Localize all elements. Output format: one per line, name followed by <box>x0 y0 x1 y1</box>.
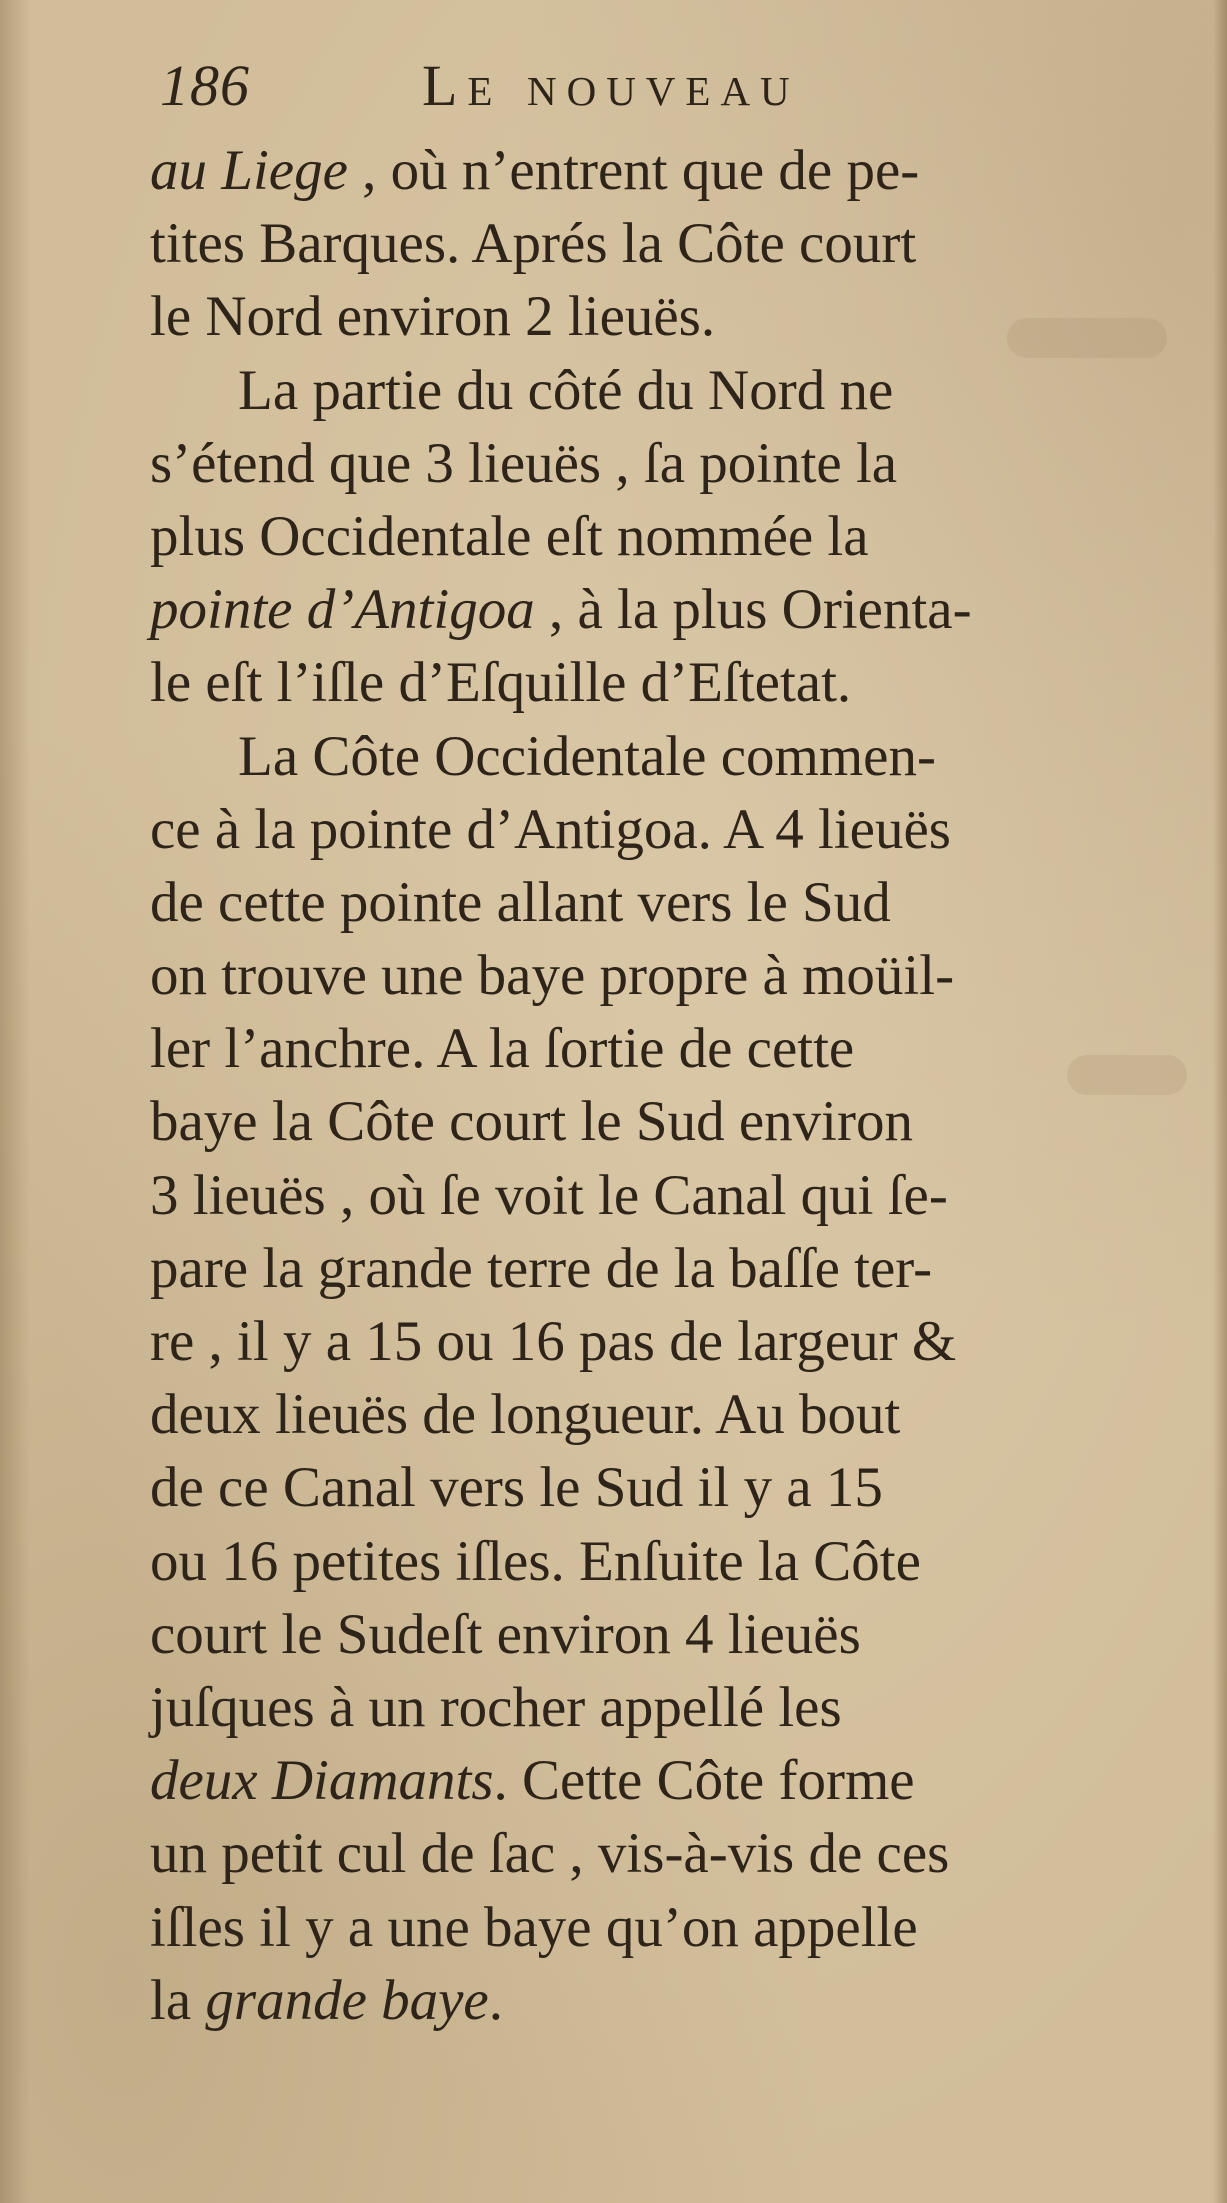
text-line <box>150 573 1195 646</box>
text-line <box>150 354 1195 427</box>
text-segment: ler l’anchre. A la ſortie de cette <box>150 1017 855 1081</box>
text-segment: ce à la pointe d’Antigoa. A 4 lieuës <box>150 797 951 861</box>
page-edge-shadow <box>1213 0 1227 2203</box>
text-segment: de ce Canal vers le Sud il y a 15 <box>150 1456 883 1520</box>
text-segment: un petit cul de ſac , vis-à-vis de ces <box>150 1822 950 1886</box>
text-line <box>150 207 1195 280</box>
text-line <box>150 1598 1195 1671</box>
text-segment: s’étend que 3 lieuës , ſa pointe la <box>150 431 898 495</box>
text-line <box>150 1232 1195 1305</box>
text-line <box>150 1085 1195 1158</box>
text-segment: iſles il y a une baye qu’on appelle <box>150 1895 918 1959</box>
italic-text-segment: deux Diamants <box>150 1749 494 1813</box>
text-segment: re , il y a 15 ou 16 pas de largeur & <box>150 1310 957 1373</box>
text-segment: de cette pointe allant vers le Sud <box>150 870 891 934</box>
text-line <box>150 1744 1195 1817</box>
text-line <box>150 1378 1195 1451</box>
text-line <box>150 1012 1195 1085</box>
text-segment: plus Occidentale eſt nommée la <box>150 504 869 568</box>
italic-text-segment: grande baye <box>205 1968 489 2032</box>
text-segment: le eſt l’iſle d’Eſquille d’Eſtetat. <box>150 651 852 715</box>
text-segment: tites Barques. Aprés la Côte court <box>150 212 917 276</box>
text-segment: le Nord environ 2 lieuës. <box>150 285 716 349</box>
text-segment: , à la plus Orienta- <box>534 578 972 642</box>
text-line <box>150 793 1195 866</box>
text-line <box>150 646 1195 719</box>
text-segment: juſques à un rocher appellé les <box>150 1675 842 1739</box>
text-segment: la <box>150 1968 206 2032</box>
text-line <box>150 427 1195 500</box>
text-segment: court le Sudeſt environ 4 lieuës <box>150 1602 861 1666</box>
text-line <box>150 500 1195 573</box>
text-line <box>150 866 1195 939</box>
page-number: 186 <box>160 53 250 118</box>
text-segment: on trouve une baye propre à moüil- <box>150 944 955 1008</box>
text-line <box>150 1817 1195 1890</box>
text-line <box>150 1451 1195 1524</box>
italic-text-segment: au Liege <box>150 139 348 202</box>
text-segment: . Cette Côte forme <box>493 1749 915 1813</box>
text-line <box>150 939 1195 1012</box>
text-segment: 3 lieuës , où ſe voit le Canal qui ſe- <box>150 1163 948 1227</box>
italic-text-segment: pointe d’Antigoa <box>150 578 535 642</box>
text-line <box>150 134 1195 207</box>
text-line <box>150 1305 1195 1378</box>
page-header <box>160 52 1060 132</box>
text-segment: . <box>488 1968 503 2032</box>
running-head: Le nouveau <box>422 53 800 118</box>
text-segment: La Côte Occidentale commen- <box>238 724 936 788</box>
page-gutter-shadow <box>0 0 30 2203</box>
text-segment: La partie du côté du Nord ne <box>238 358 894 422</box>
text-segment: ou 16 petites iſles. Enſuite la Côte <box>150 1529 921 1593</box>
body-text <box>150 134 1195 2037</box>
text-line <box>150 1671 1195 1744</box>
text-line <box>150 1891 1195 1964</box>
text-segment: , où n’entrent que de pe- <box>347 139 920 202</box>
text-line <box>150 720 1195 793</box>
text-line <box>150 1525 1195 1598</box>
text-segment: deux lieuës de longueur. Au bout <box>150 1383 901 1447</box>
text-line <box>150 280 1195 353</box>
text-segment: pare la grande terre de la baſſe ter- <box>150 1236 933 1300</box>
text-line <box>150 1159 1195 1232</box>
text-segment: baye la Côte court le Sud environ <box>150 1090 913 1154</box>
text-line <box>150 1964 1195 2037</box>
